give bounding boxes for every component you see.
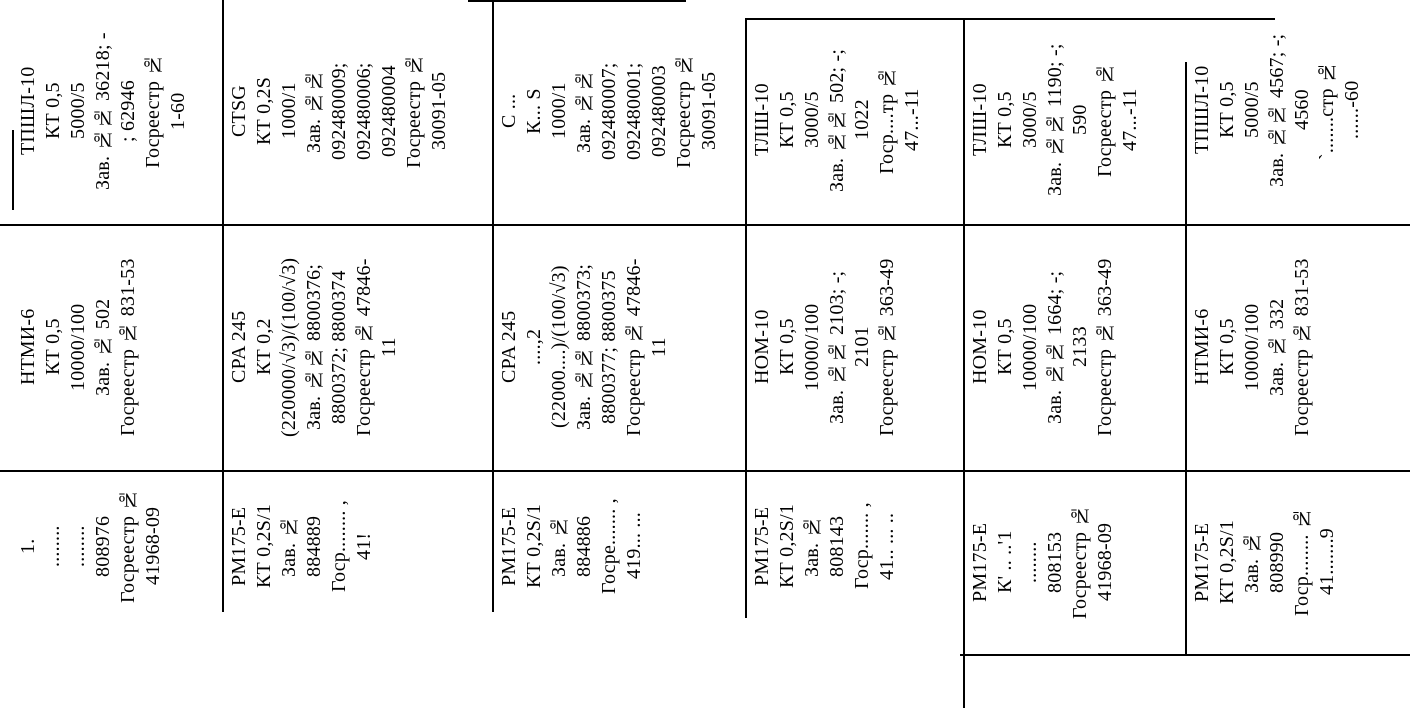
text-line: Госреестр № bbox=[117, 488, 139, 604]
text-line: Зав. №№ 36218; - bbox=[92, 32, 114, 190]
cell-voltage-transformer-5 bbox=[16, 230, 220, 464]
text-line: КТ 0,5 bbox=[42, 82, 64, 140]
cell-current-transformer-5 bbox=[16, 4, 220, 218]
text-line: 30091-05 bbox=[428, 71, 450, 151]
cell-meter-4 bbox=[227, 476, 489, 616]
text-line: КТ 0,2 bbox=[253, 318, 275, 376]
text-line: НОМ-10 bbox=[969, 309, 991, 385]
cell-voltage-transformer-1 bbox=[968, 230, 1182, 464]
text-line: К... S bbox=[523, 88, 545, 134]
text-line: 5000/5 bbox=[67, 82, 89, 140]
text-line: 4560 bbox=[1291, 89, 1313, 131]
text-line: Зав. № bbox=[548, 515, 570, 577]
text-line: 1022 bbox=[851, 99, 873, 141]
text-line: 41968-09 bbox=[1094, 522, 1116, 602]
text-line: НОМ-10 bbox=[751, 309, 773, 385]
text-line: КТ 0,5 bbox=[994, 318, 1016, 376]
text-line: Зав. №№ 502; -; bbox=[826, 48, 848, 192]
col-divider-6 bbox=[12, 130, 14, 210]
cell-current-transformer-3 bbox=[497, 4, 742, 218]
text-line: Зав. №№ 8800376; bbox=[303, 263, 325, 431]
text-line: Госреестр № bbox=[1069, 504, 1091, 620]
text-line: КТ 0,2S bbox=[253, 76, 275, 146]
text-line: КТ 0,5 bbox=[1216, 81, 1238, 139]
text-line: 1. bbox=[17, 538, 39, 554]
text-line: CPA 245 bbox=[498, 310, 520, 384]
text-line: 1000/1 bbox=[278, 82, 300, 140]
text-line: Зав. № 502 bbox=[92, 298, 114, 396]
text-line: КТ 0,5 bbox=[994, 91, 1016, 149]
text-line: Зав. №№ bbox=[573, 69, 595, 153]
text-line: Госр........ № bbox=[1291, 507, 1313, 617]
text-line: 092480004 bbox=[378, 65, 400, 157]
text-line: Зав. №№ 1190; -; bbox=[1044, 43, 1066, 197]
col-divider-4 bbox=[492, 0, 494, 612]
text-line: 5000/5 bbox=[1241, 81, 1263, 139]
text-line: НТМИ-6 bbox=[1191, 308, 1213, 386]
text-line: 884889 bbox=[303, 515, 325, 577]
text-line: Госр........ , bbox=[328, 500, 350, 592]
text-line: 884886 bbox=[573, 515, 595, 577]
cell-voltage-transformer-0 bbox=[1190, 230, 1410, 464]
text-line: КТ 0,5 bbox=[776, 91, 798, 149]
cell-meter-5 bbox=[16, 476, 220, 616]
text-line: 808990 bbox=[1266, 531, 1288, 593]
text-line: 808153 bbox=[1044, 531, 1066, 593]
text-line: 808143 bbox=[826, 515, 848, 577]
cell-meter-2 bbox=[750, 476, 960, 616]
text-line: Зав. № bbox=[801, 515, 823, 577]
col-divider-2 bbox=[963, 18, 965, 708]
text-line: Госреестр № bbox=[142, 53, 164, 169]
text-line: ТПШЛ-10 bbox=[1191, 65, 1213, 155]
text-line: 11 bbox=[378, 337, 400, 357]
text-line: Госр....тр № bbox=[876, 66, 898, 174]
text-line: КТ 0,2S/1 bbox=[253, 503, 275, 589]
cell-meter-1 bbox=[968, 476, 1182, 648]
cell-current-transformer-1 bbox=[968, 22, 1182, 218]
text-line: КТ 0,2S/1 bbox=[523, 503, 545, 589]
text-line: ; 62946 bbox=[117, 80, 139, 142]
text-line: РМ175-Е bbox=[1191, 522, 1213, 602]
cell-current-transformer-4 bbox=[227, 4, 489, 218]
text-line: 092480001; bbox=[623, 62, 645, 160]
text-line: 2133 bbox=[1069, 326, 1091, 368]
text-line: 47...-11 bbox=[1119, 88, 1141, 152]
cell-current-transformer-2 bbox=[750, 22, 960, 218]
text-line: НТМИ-6 bbox=[17, 308, 39, 386]
text-line: РМ175-Е bbox=[969, 522, 991, 602]
text-line: 8800377; 8800375 bbox=[598, 270, 620, 424]
text-line: Госр....... , bbox=[851, 502, 873, 590]
row-divider-bottom bbox=[960, 654, 1410, 656]
cell-voltage-transformer-3 bbox=[497, 230, 742, 464]
text-line: КТ 0,2S/1 bbox=[776, 503, 798, 589]
text-line: 1-60 bbox=[167, 92, 189, 130]
text-line: Зав. №№ 4567; -; bbox=[1266, 33, 1288, 187]
text-line: 30091-05 bbox=[698, 71, 720, 151]
text-line: 1000/1 bbox=[548, 82, 570, 140]
text-line: Зав. №№ bbox=[303, 69, 325, 153]
text-line: РМ175-Е bbox=[751, 506, 773, 586]
text-line: ТЛШ-10 bbox=[751, 83, 773, 157]
text-line: Зав. № bbox=[278, 515, 300, 577]
text-line: К' .. ..'1 bbox=[994, 530, 1016, 594]
text-line: 41.......9 bbox=[1316, 528, 1338, 596]
text-line: Госреестр № bbox=[403, 53, 425, 169]
col-divider-3 bbox=[745, 18, 747, 618]
text-line: 092480007; bbox=[598, 62, 620, 160]
text-line: 47...-11 bbox=[901, 88, 923, 152]
text-line: ТЛШ-10 bbox=[969, 83, 991, 157]
text-line: 3000/5 bbox=[1019, 91, 1041, 149]
text-line: Зав. № 332 bbox=[1266, 298, 1288, 396]
cell-current-transformer-0 bbox=[1190, 4, 1410, 216]
text-line: 41! bbox=[353, 532, 375, 560]
text-line: Зав. № bbox=[1241, 531, 1263, 593]
text-line: КТ 0,5 bbox=[1216, 318, 1238, 376]
text-line: Госреестр № 831-53 bbox=[1291, 258, 1313, 436]
text-line: РМ175-Е bbox=[498, 506, 520, 586]
text-line: РМ175-Е bbox=[228, 506, 250, 586]
text-line: 8800372; 8800374 bbox=[328, 270, 350, 424]
text-line: CTSG bbox=[228, 85, 250, 137]
text-line: Госреестр № 47846- bbox=[623, 258, 645, 436]
cell-voltage-transformer-2 bbox=[750, 230, 960, 464]
text-line: С ... bbox=[498, 93, 520, 129]
row-divider-top-1 bbox=[468, 0, 686, 2]
text-line: 3000/5 bbox=[801, 91, 823, 149]
text-line: CPA 245 bbox=[228, 310, 250, 384]
text-line: КТ 0,2S/1 bbox=[1216, 519, 1238, 605]
text-line: (220000/√3)/(100/√3) bbox=[278, 257, 300, 437]
text-line: 10000/100 bbox=[1019, 303, 1041, 391]
text-line: ......-60 bbox=[1341, 80, 1363, 140]
text-line: 10000/100 bbox=[801, 303, 823, 391]
text-line: Госре....... , bbox=[598, 498, 620, 594]
text-line: Зав. №№ 2103; -; bbox=[826, 270, 848, 424]
text-line: 2101 bbox=[851, 326, 873, 368]
text-line: 092480009; bbox=[328, 62, 350, 160]
text-line: ........ bbox=[1019, 541, 1041, 583]
text-line: 092480006; bbox=[353, 62, 375, 160]
text-line: 590 bbox=[1069, 104, 1091, 136]
text-line: Госреестр № 363-49 bbox=[1094, 258, 1116, 436]
text-line: `.......стр № bbox=[1316, 60, 1338, 160]
text-line: Госреестр № 831-53 bbox=[117, 258, 139, 436]
text-line: 419... ... bbox=[623, 512, 645, 580]
col-divider-1 bbox=[1185, 62, 1187, 654]
text-line: КТ 0,5 bbox=[776, 318, 798, 376]
row-divider-mid bbox=[0, 224, 1410, 226]
text-line: Госреестр № bbox=[1094, 62, 1116, 178]
text-line: 808976 bbox=[92, 515, 114, 577]
cell-meter-0 bbox=[1190, 476, 1410, 648]
text-line: Госреестр № bbox=[673, 53, 695, 169]
text-line: (22000....)/(100/√3) bbox=[548, 265, 570, 429]
text-line: 10000/100 bbox=[1241, 303, 1263, 391]
text-line: 092480003 bbox=[648, 65, 670, 157]
text-line: 41968-09 bbox=[142, 506, 164, 586]
text-line: Госреестр № 363-49 bbox=[876, 258, 898, 436]
row-divider-lower bbox=[0, 470, 1410, 472]
text-line: ........ bbox=[42, 525, 64, 567]
text-line: 10000/100 bbox=[67, 303, 89, 391]
text-line: ........ bbox=[67, 525, 89, 567]
text-line: 11 bbox=[648, 337, 670, 357]
text-line: Зав. №№ 8800373; bbox=[573, 263, 595, 431]
col-divider-5 bbox=[222, 0, 224, 612]
text-line: ....,2 bbox=[523, 328, 545, 366]
text-line: 41.. ... .. bbox=[876, 512, 898, 580]
text-line: ТПШЛ-10 bbox=[17, 66, 39, 156]
cell-meter-3 bbox=[497, 476, 742, 616]
text-line: КТ 0,5 bbox=[42, 318, 64, 376]
text-line: Госреестр № 47846- bbox=[353, 258, 375, 436]
text-line: Зав. №№ 1664; -; bbox=[1044, 270, 1066, 424]
cell-voltage-transformer-4 bbox=[227, 230, 489, 464]
